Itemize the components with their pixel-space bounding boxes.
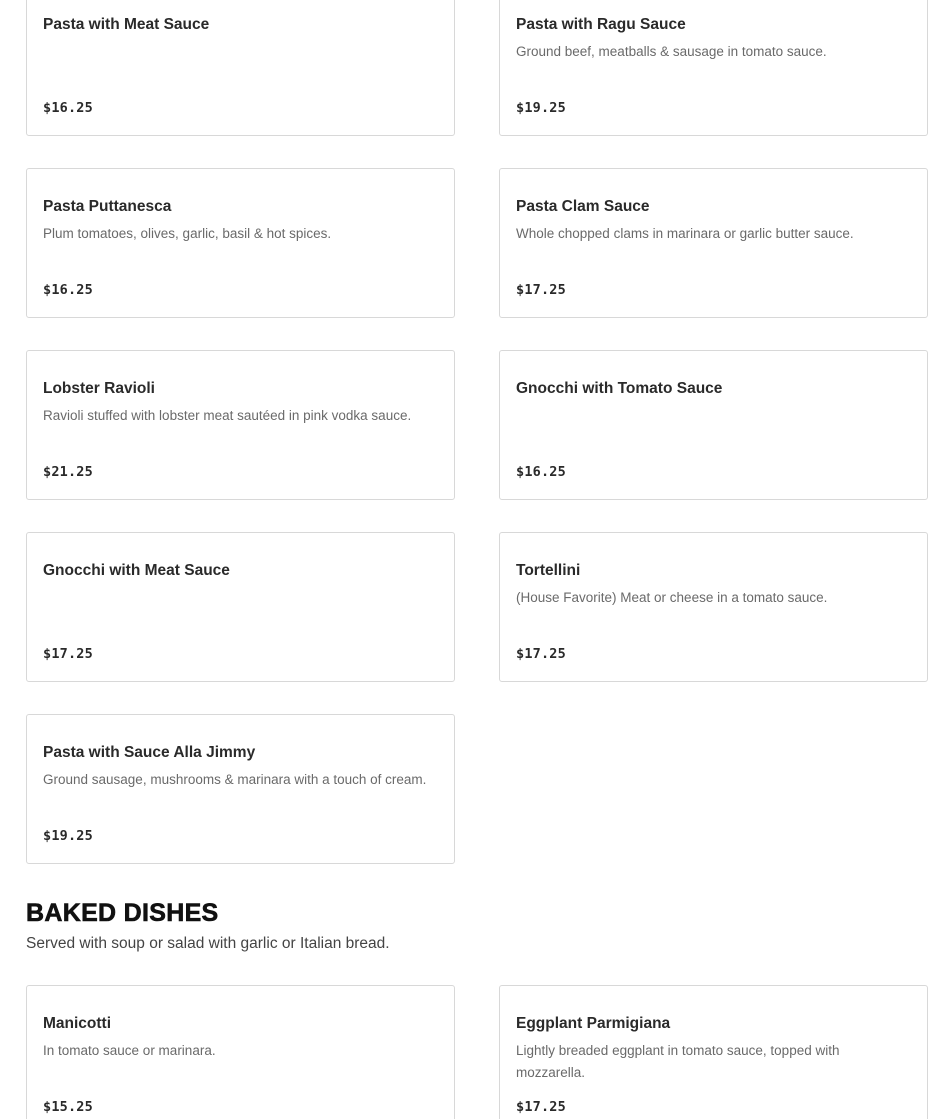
item-name: Pasta with Sauce Alla Jimmy: [43, 744, 256, 761]
item-price: $21.25: [43, 464, 93, 480]
item-name: Eggplant Parmigiana: [516, 1015, 671, 1032]
item-name: Tortellini: [516, 562, 581, 579]
menu-item-card[interactable]: [26, 532, 455, 682]
item-name: Gnocchi with Meat Sauce: [43, 562, 230, 579]
menu-item-card[interactable]: [26, 985, 455, 1119]
section-title: BAKED DISHES: [26, 899, 219, 927]
menu-item-card[interactable]: [499, 532, 928, 682]
menu-item-card[interactable]: [499, 0, 928, 136]
item-name: Gnocchi with Tomato Sauce: [516, 380, 723, 397]
item-price: $17.25: [516, 282, 566, 298]
item-price: $16.25: [516, 464, 566, 480]
baked-dishes-grid: [26, 985, 928, 1119]
item-description: Plum tomatoes, olives, garlic, basil & hot spices.: [43, 226, 332, 241]
item-price: $15.25: [43, 1099, 93, 1115]
item-description: Ground beef, meatballs & sausage in tomato sauce.: [516, 44, 827, 59]
menu-item-card[interactable]: [499, 350, 928, 500]
section-header-baked-dishes: [26, 897, 928, 954]
item-description: Ground sausage, mushrooms & marinara with a touch of cream.: [43, 772, 427, 787]
item-name: Manicotti: [43, 1015, 112, 1032]
menu-item-card[interactable]: [26, 0, 455, 136]
item-description: In tomato sauce or marinara.: [43, 1043, 216, 1058]
item-name: Pasta with Meat Sauce: [43, 16, 210, 33]
item-price: $16.25: [43, 282, 93, 298]
item-name: Pasta with Ragu Sauce: [516, 16, 686, 33]
item-description: Whole chopped clams in marinara or garlic butter sauce.: [516, 226, 854, 241]
item-price: $17.25: [516, 1099, 566, 1115]
menu-item-card[interactable]: [26, 168, 455, 318]
item-price: $19.25: [43, 828, 93, 844]
item-description: (House Favorite) Meat or cheese in a tomato sauce.: [516, 590, 828, 605]
menu-item-card[interactable]: [26, 350, 455, 500]
menu-item-card[interactable]: [499, 168, 928, 318]
item-description: Lightly breaded eggplant in tomato sauce, topped with mozzarella.: [516, 1043, 840, 1080]
pasta-items-grid: [26, 0, 928, 864]
item-price: $16.25: [43, 100, 93, 116]
item-name: Lobster Ravioli: [43, 380, 155, 397]
menu-item-card[interactable]: [26, 714, 455, 864]
item-price: $17.25: [43, 646, 93, 662]
section-subtitle: Served with soup or salad with garlic or Italian bread.: [26, 935, 390, 952]
item-price: $19.25: [516, 100, 566, 116]
item-name: Pasta Clam Sauce: [516, 198, 650, 215]
item-name: Pasta Puttanesca: [43, 198, 172, 215]
item-description: Ravioli stuffed with lobster meat sautéed in pink vodka sauce.: [43, 408, 412, 423]
item-price: $17.25: [516, 646, 566, 662]
menu-item-card[interactable]: [499, 985, 928, 1119]
